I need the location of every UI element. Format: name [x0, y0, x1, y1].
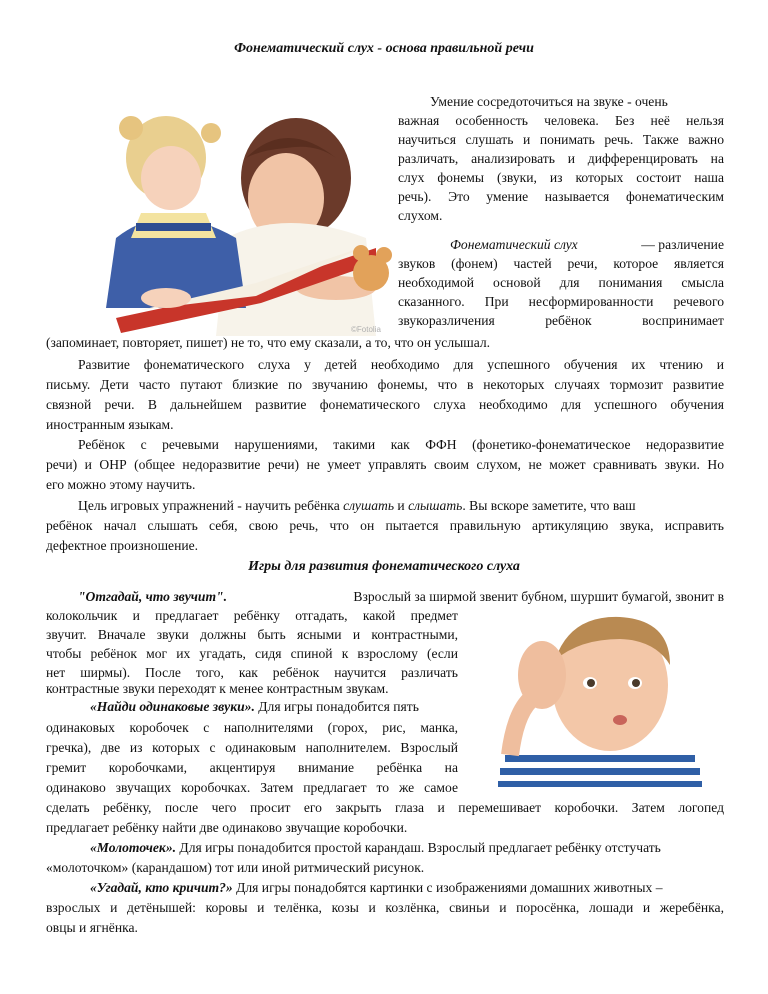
p5-text-e: . Вы вскоре заметите, что ваш [462, 498, 636, 513]
game4-line-1 [90, 879, 663, 897]
game2-line-1-rest: Для игры понадобится пять [254, 699, 419, 714]
p5-line-1 [78, 497, 724, 515]
game1-line-4: чтобы ребёнок мог их угадать, сидя спиной к взрослому (если [46, 646, 458, 661]
game1-line-6: контрастные звуки переходят к менее контрастным звукам. [46, 681, 389, 696]
p1-line-7: слухом. [398, 208, 443, 223]
p3-line-2: письму. Дети часто путают близкие по звучанию фонемы, что в некоторых случаях тормозит развитие [46, 377, 724, 392]
p1-line-1: Умение сосредоточиться на звуке - очень [430, 94, 668, 109]
p1-line-3: научиться слушать и понимать речь. Также важно [398, 132, 724, 147]
p5-text-c: и [394, 498, 409, 513]
p2-line-3: необходимой основой для понимания смысла [398, 275, 724, 290]
term-phonemic-hearing: Фонематический слух [450, 237, 578, 252]
game3-name: «Молоточек». [90, 840, 177, 855]
word-listen: слушать [343, 498, 395, 513]
p2-line-2: звуков (фонем) частей речи, которое является [398, 256, 724, 271]
game3-line-1 [90, 839, 661, 857]
game4-line-1-rest: Для игры понадобятся картинки с изображениями домашних животных – [232, 880, 663, 895]
p2-line-5: звукоразличения ребёнок воспринимает [398, 313, 724, 328]
game1-line-5: нет ширмы). После того, как ребёнок научится различать [46, 665, 458, 680]
game2-line-2: одинаковых коробочек с наполнителями (горох, рис, манка, [46, 720, 458, 735]
p2-line-4: сказанного. При несформированности речевого [398, 294, 724, 309]
game1-line-1 [78, 588, 724, 606]
p1-line-2: важная особенность человека. Без неё нельзя [398, 113, 724, 128]
p2-line-1-rest: — различение [637, 237, 724, 252]
p2-line-1 [450, 236, 724, 254]
game2-line-4: гремит коробочками, акцентируя внимание ребёнка на [46, 760, 458, 775]
game2-name: «Найди одинаковые звуки». [90, 699, 255, 714]
boy-illustration [470, 605, 725, 787]
p4-line-2: речи) и ОНР (общее недоразвитие речи) не умеет управлять своим слухом, не может сравнивать звуки. Но [46, 457, 724, 472]
game2-line-6: сделать ребёнку, после чего просит его закрыть глаза и перемешивает коробочки. Затем логопед [46, 800, 724, 815]
photo-boy-listening [470, 605, 725, 787]
game4-line-2: взрослых и детёнышей: коровы и телёнка, козы и козлёнка, свиньи и поросёнка, лошади и жеребёнка, [46, 900, 724, 915]
game2-line-1 [90, 698, 419, 716]
word-hear: слышать [408, 498, 463, 513]
reading-illustration [46, 88, 396, 336]
p3-line-4: иностранным языкам. [46, 417, 174, 432]
p3-line-1: Развитие фонематического слуха у детей необходимо для успешного обучения их чтению и [78, 357, 724, 372]
section-subtitle: Игры для развития фонематического слуха [248, 559, 520, 574]
p4-line-3: его можно этому научить. [46, 477, 196, 492]
game1-line-1-rest: Взрослый за ширмой звенит бубном, шуршит бумагой, звонит в [350, 589, 724, 604]
game1-line-3: звучит. Вначале звуки должны быть ясными и контрастными, [46, 627, 458, 642]
photo-mother-child-reading [46, 88, 396, 336]
game1-line-2: колокольчик и предлагает ребёнку отгадать, какой предмет [46, 608, 458, 623]
game2-line-5: одинаково звучащих коробочках. Затем предлагает то же самое [46, 780, 458, 795]
page-title: Фонематический слух - основа правильной речи [234, 41, 534, 56]
game3-line-1-rest: Для игры понадобится простой карандаш. Взрослый предлагает ребёнку отстучать [176, 840, 661, 855]
game1-name: "Отгадай, что звучит". [78, 589, 228, 604]
p1-line-4: различать, анализировать и дифференцировать на [398, 151, 724, 166]
p2-line-6: (запоминает, повторяет, пишет) не то, что ему сказали, а то, что он услышал. [46, 335, 491, 350]
game2-line-3: гречка), две из которых с одинаковым наполнителем. Взрослый [46, 740, 458, 755]
p5-line-2: ребёнок начал слышать себя, свою речь, что он пытается правильную артикуляцию звука, исправить [46, 518, 724, 533]
photo-watermark: ©Fotolia [351, 325, 381, 334]
p3-line-3: связной речи. В дальнейшем развитие фонематического слуха необходимо для успешного обучения [46, 397, 724, 412]
game4-name: «Угадай, кто кричит?» [90, 880, 233, 895]
p1-line-5: слух фонемы (звуки, из которых состоит наша [398, 170, 724, 185]
p4-line-1: Ребёнок с речевыми нарушениями, такими как ФФН (фонетико-фонематическое недоразвитие [78, 437, 724, 452]
p5-text-a: Цель игровых упражнений - научить ребёнка [78, 498, 344, 513]
p1-line-6: речь). Это умение называется фонематическим [398, 189, 724, 204]
game4-line-3: овцы и ягнёнка. [46, 920, 138, 935]
p5-line-3: дефектное произношение. [46, 538, 199, 553]
game3-line-2: «молоточком» (карандашом) тот или иной ритмический рисунок. [46, 860, 425, 875]
game2-line-7: предлагает ребёнку найти две одинаково звучащие коробочки. [46, 820, 408, 835]
